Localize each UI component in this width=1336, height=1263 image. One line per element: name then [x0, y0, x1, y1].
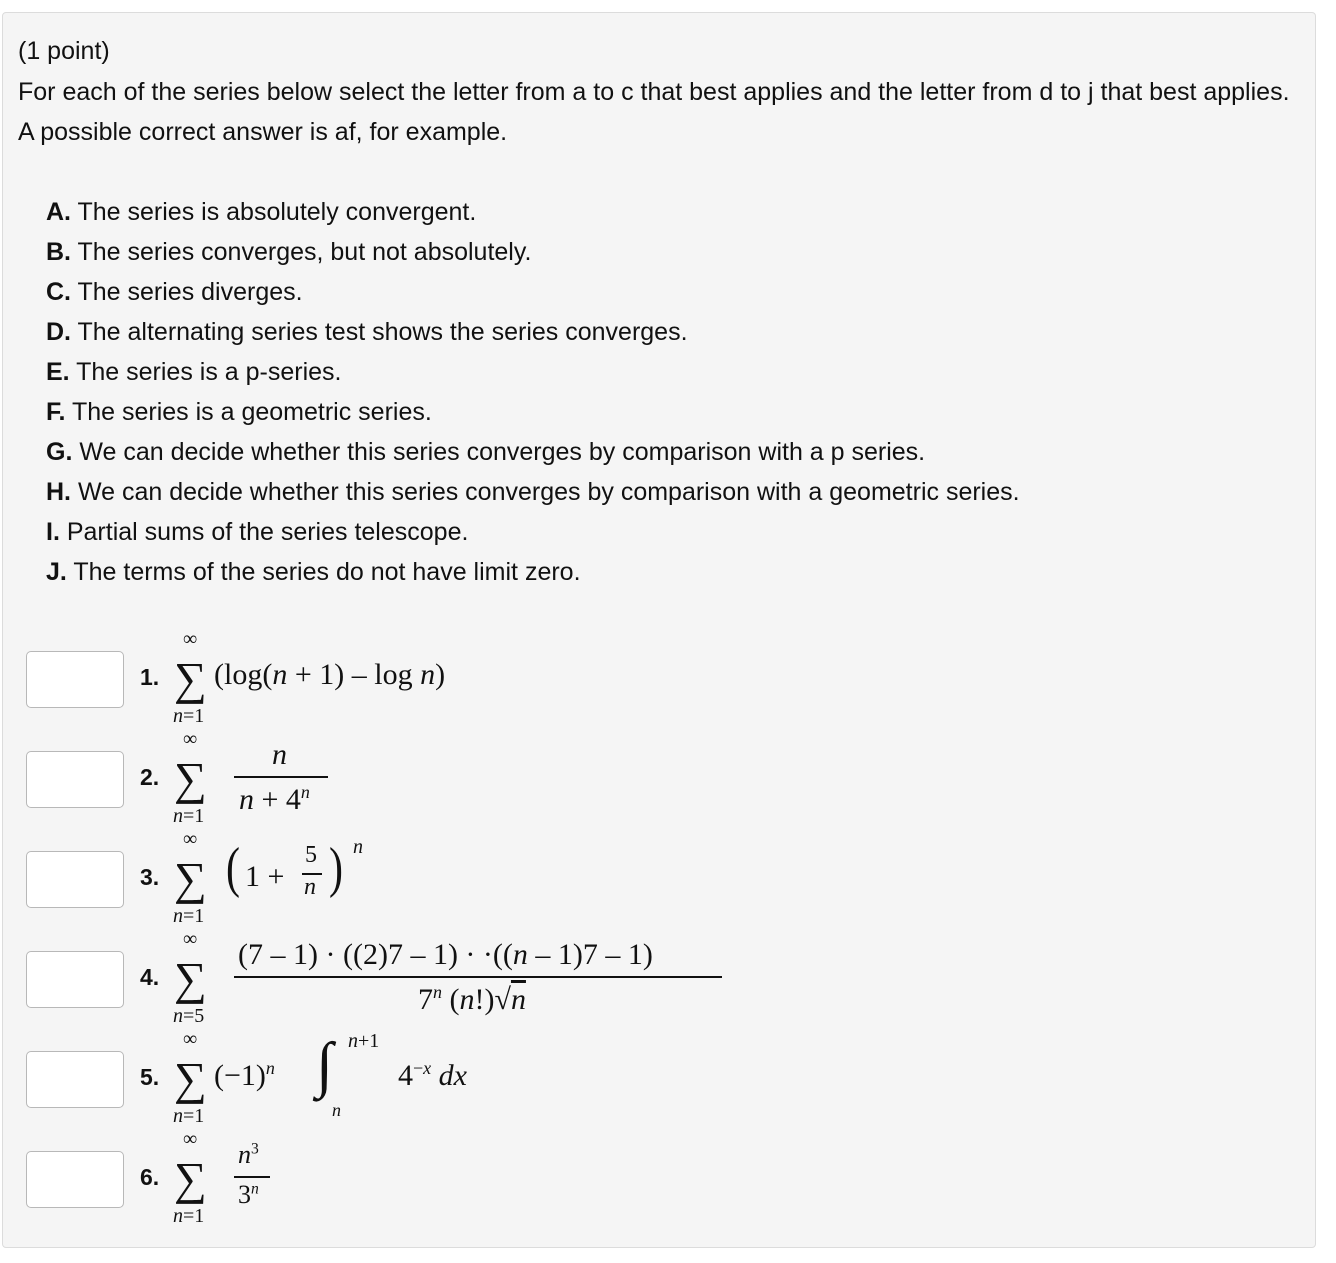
sum-upper-5: ∞	[183, 1028, 198, 1050]
sigma-symbol-4: ∑	[174, 953, 207, 1004]
numerator-6: $n^3$	[238, 1140, 259, 1169]
integral-upper-5: n+1	[348, 1030, 380, 1052]
right-paren-3: )	[329, 837, 343, 899]
sigma-symbol-6: ∑	[174, 1153, 207, 1204]
option-h: H. We can decide whether this series converges by comparison with a geometric series.	[46, 478, 1020, 506]
question-number-4: 4.	[140, 964, 160, 990]
option-f: F. The series is a geometric series.	[46, 398, 432, 426]
question-number-2: 2.	[140, 764, 160, 790]
answer-input-1[interactable]	[26, 651, 124, 708]
numerator-4: (7 – 1) · ((2)7 – 1) · ·((n – 1)7 – 1)	[238, 938, 653, 971]
numerator-3: 5	[305, 842, 317, 868]
question-number-1: 1.	[140, 664, 160, 690]
left-paren-3: (	[226, 837, 240, 899]
sigma-symbol-5: ∑	[174, 1053, 207, 1104]
expression-part-3: 1 +	[245, 860, 285, 893]
sum-lower-2: n=1	[173, 805, 205, 827]
sum-lower-3: n=1	[173, 905, 205, 927]
options-list	[46, 192, 1020, 592]
question-number-6: 6.	[140, 1164, 160, 1190]
option-c: C. The series diverges.	[46, 278, 303, 306]
option-g: G. We can decide whether this series converges by comparison with a p series.	[46, 438, 926, 466]
answer-input-4[interactable]	[26, 951, 124, 1008]
integrand-5: $4^{-x}$ dx	[398, 1058, 467, 1092]
sum-upper-4: ∞	[183, 928, 198, 950]
sum-lower-6: n=1	[173, 1205, 205, 1227]
sigma-symbol-3: ∑	[174, 853, 207, 904]
denominator-4: 7$^n$ (n!)√n	[418, 982, 526, 1016]
answer-input-3[interactable]	[26, 851, 124, 908]
option-d: D. The alternating series test shows the series converges.	[46, 318, 688, 346]
answer-input-2[interactable]	[26, 751, 124, 808]
question-number-3: 3.	[140, 864, 160, 890]
fraction-bar-6	[234, 1176, 270, 1178]
sum-upper-6: ∞	[183, 1128, 198, 1150]
answer-input-5[interactable]	[26, 1051, 124, 1108]
option-e: E. The series is a p-series.	[46, 358, 342, 386]
denominator-2: $n + 4^n$	[239, 782, 310, 816]
integral-lower-5: n	[332, 1100, 341, 1120]
series-expression-1: (log(n + 1) – log n)	[214, 658, 446, 691]
integral-sign-5: ∫	[316, 1031, 333, 1099]
sum-upper-1: ∞	[183, 628, 198, 650]
sum-lower-5: n=1	[173, 1105, 205, 1127]
fraction-bar-4	[234, 976, 722, 978]
question-number-5: 5.	[140, 1064, 160, 1090]
sum-lower-1: n=1	[173, 705, 205, 727]
points-label: (1 point)	[18, 37, 110, 65]
instructions-text: For each of the series below select the letter from a to c that best applies and the letter from d to j that best applies. A possible correct answer is af, for example.	[18, 78, 1290, 146]
option-j: J. The terms of the series do not have limit zero.	[46, 558, 581, 586]
denominator-3: n	[304, 874, 316, 900]
option-i: I. Partial sums of the series telescope.	[46, 518, 469, 546]
sigma-symbol-1: ∑	[174, 653, 207, 704]
option-b: B. The series converges, but not absolutely.	[46, 238, 532, 266]
sign-factor-5: $(-1)^n$	[214, 1058, 275, 1092]
option-a: A. The series is absolutely convergent.	[46, 198, 477, 226]
sigma-symbol-2: ∑	[174, 753, 207, 804]
numerator-2: n	[272, 738, 287, 771]
fraction-bar-2	[234, 776, 328, 778]
sum-upper-2: ∞	[183, 728, 198, 750]
answer-input-6[interactable]	[26, 1151, 124, 1208]
sum-upper-3: ∞	[183, 828, 198, 850]
exponent-3: n	[353, 836, 363, 858]
denominator-6: 3$^n$	[238, 1180, 259, 1209]
sum-lower-4: n=5	[173, 1005, 205, 1027]
